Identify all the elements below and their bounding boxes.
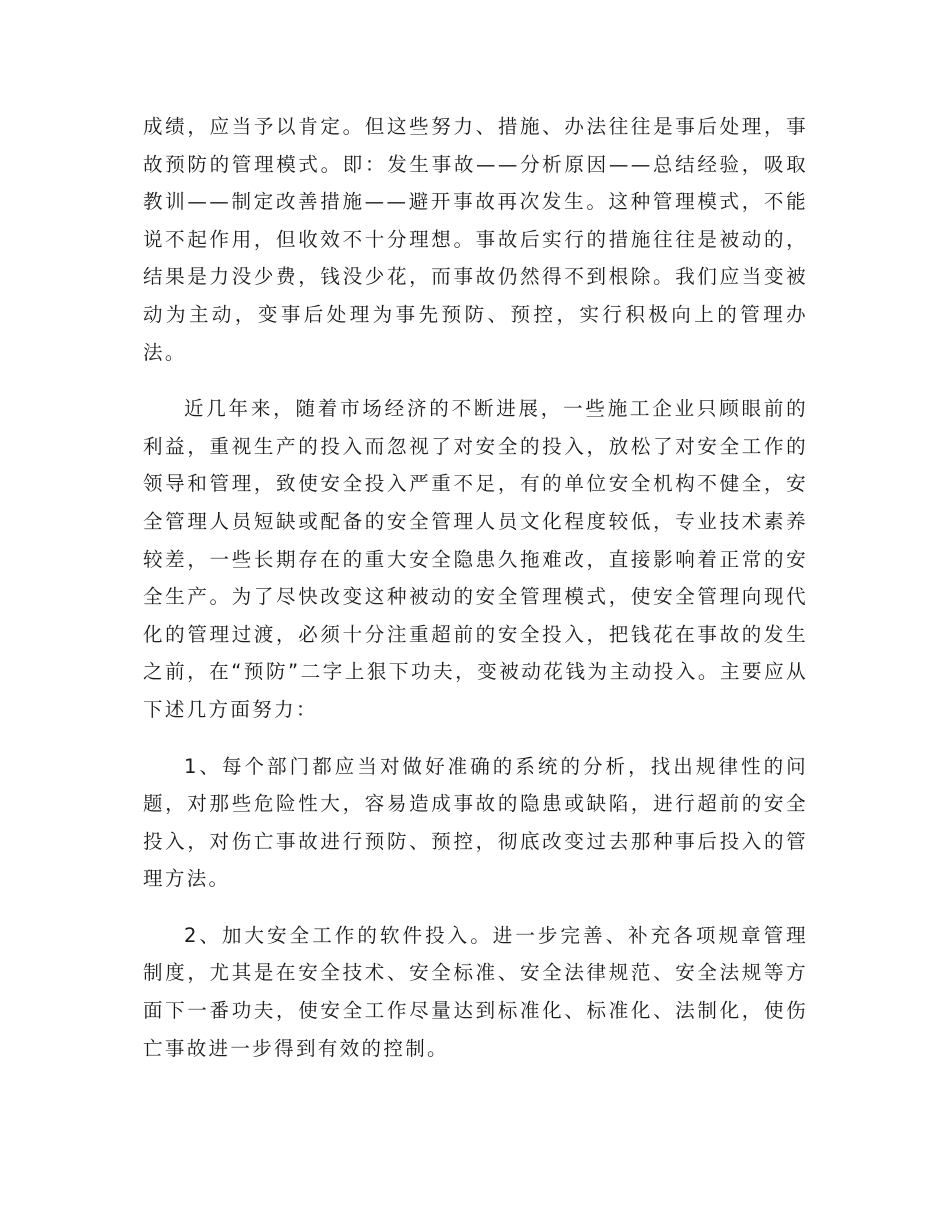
paragraph-4: 2、加大安全工作的软件投入。进一步完善、补充各项规章管理制度，尤其是在安全技术、安全标准、安全法律规范、安全法规等方面下一番功夫，使安全工作尽量达到标准化、标准化、法制化，使伤亡事故进一步得到有效的控制。	[143, 923, 808, 1060]
paragraph-3: 1、每个部门都应当对做好准确的系统的分析，找出规律性的问题，对那些危险性大，容易造成事故的隐患或缺陷，进行超前的安全投入，对伤亡事故进行预防、预控，彻底改变过去那种事后投入的管理方法。	[143, 754, 808, 891]
document-body	[143, 108, 808, 1086]
paragraph-2: 近几年来，随着市场经济的不断进展，一些施工企业只顾眼前的利益，重视生产的投入而忽视了对安全的投入，放松了对安全工作的领导和管理，致使安全投入严重不足，有的单位安全机构不健全，安全管理人员短缺或配备的安全管理人员文化程度较低，专业技术素养较差，一些长期存在的重大安全隐患久拖难改，直接影响着正常的安全生产。为了尽快改变这种被动的安全管理模式，使安全管理向现代化的管理过渡，必须十分注重超前的安全投入，把钱花在事故的发生之前，在“预防”二字上狠下功夫，变被动花钱为主动投入。主要应从下述几方面努力：	[143, 397, 808, 721]
paragraph-1: 成绩，应当予以肯定。但这些努力、措施、办法往往是事后处理，事故预防的管理模式。即：发生事故——分析原因——总结经验，吸取教训——制定改善措施——避开事故再次发生。这种管理模式，不能说不起作用，但收效不十分理想。事故后实行的措施往往是被动的，结果是力没少费，钱没少花，而事故仍然得不到根除。我们应当变被动为主动，变事后处理为事先预防、预控，实行积极向上的管理办法。	[143, 115, 808, 364]
